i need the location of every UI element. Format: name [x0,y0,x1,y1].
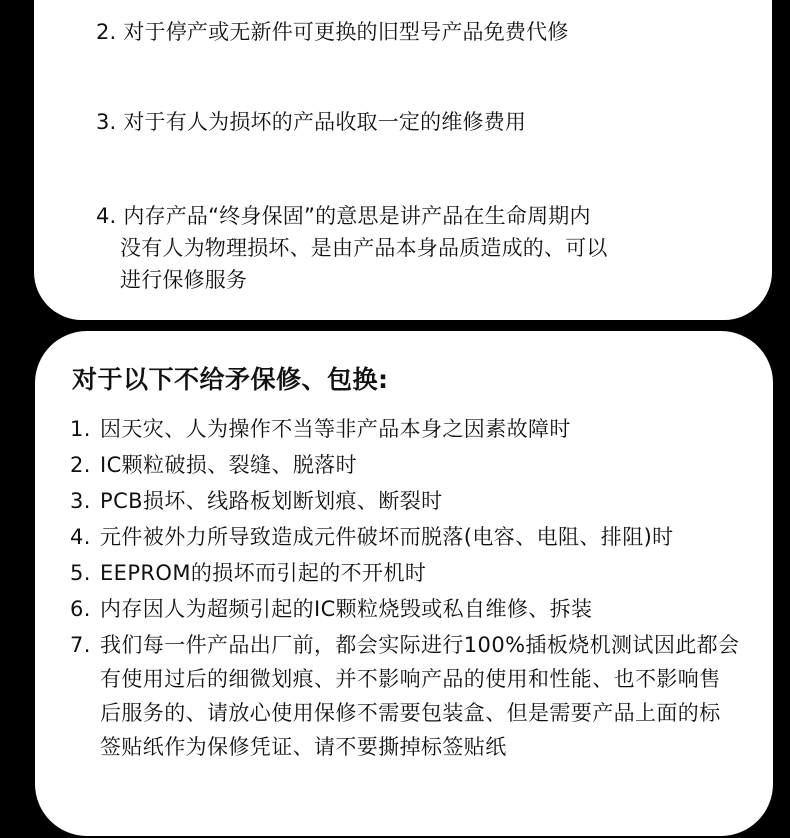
item-number: 2. [70,453,91,477]
exclusion-item-2 [70,448,740,482]
term-text-line-3: 进行保修服务 [120,268,248,292]
item-number: 3. [70,489,91,513]
exclusion-item-3 [70,484,740,518]
term-text: 对于有人为损坏的产品收取一定的维修费用 [123,110,527,134]
item-text: EEPROM的损坏而引起的不开机时 [100,561,427,585]
item-text: 我们每一件产品出厂前，都会实际进行100%插板烧机测试因此都会有使用过后的细微划痕、并不影响产品的使用和性能、也不影响售后服务的、请放心使用保修不需要包装盒、但是需要产品上面的标签贴纸作为保修凭证、请不要撕掉标签贴纸 [100,633,740,759]
term-text: 对于停产或无新件可更换的旧型号产品免费代修 [123,20,569,44]
item-text: IC颗粒破损、裂缝、脱落时 [100,453,358,477]
item-text: 因天灾、人为操作不当等非产品本身之因素故障时 [100,417,571,441]
item-number: 5. [70,561,91,585]
term-text-line-1: 内存产品“终身保固”的意思是讲产品在生命周期内 [123,204,591,228]
exclusion-item-5 [70,556,740,590]
exclusions-list [70,412,740,766]
exclusion-item-1 [70,412,740,446]
term-number: 3. [96,110,117,134]
item-number: 6. [70,597,91,621]
warranty-term-3 [96,106,526,138]
item-text: 元件被外力所导致造成元件破坏而脱落(电容、电阻、排阻)时 [100,525,674,549]
warranty-term-4 [96,200,608,296]
exclusion-item-6 [70,592,740,626]
term-number: 4. [96,204,117,228]
exclusion-item-7 [70,628,740,764]
exclusion-item-4 [70,520,740,554]
item-text: PCB损坏、线路板划断划痕、断裂时 [100,489,443,513]
term-number: 2. [96,20,117,44]
item-text: 内存因人为超频引起的IC颗粒烧毁或私自维修、拆装 [100,597,593,621]
term-text-line-2: 没有人为物理损坏、是由产品本身品质造成的、可以 [120,236,608,260]
item-number: 1. [70,417,91,441]
item-number: 7. [70,633,91,657]
warranty-term-2 [96,16,569,48]
exclusions-heading: 对于以下不给矛保修、包换: [72,365,389,394]
item-number: 4. [70,525,91,549]
